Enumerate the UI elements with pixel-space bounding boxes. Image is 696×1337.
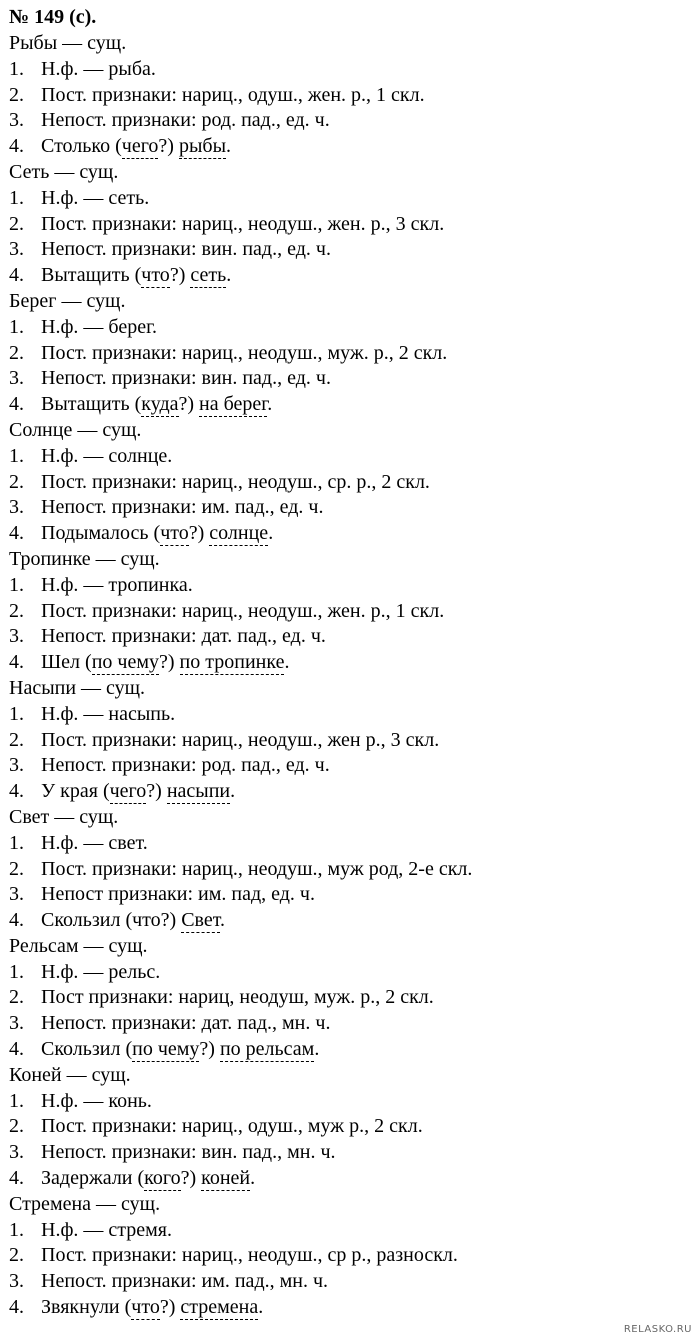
underlined-noun: на берег (199, 393, 268, 416)
item-text: Пост. признаки: нариц., неодуш., муж. р., 2 скл. (41, 341, 448, 364)
underlined-noun: солнце (209, 522, 269, 545)
item-text: Пост. признаки: нариц., неодуш., ср. р., 2 скл. (41, 470, 430, 493)
item-text: Пост. признаки: нариц., неодуш., муж род, 2-е скл. (41, 857, 473, 880)
example-text: . (267, 393, 273, 416)
example-text: . (230, 780, 236, 803)
item-number: 4. (9, 1296, 24, 1319)
entries-list (9, 31, 689, 1321)
item-number: 3. (9, 1270, 24, 1293)
example-text: ?) (159, 1296, 181, 1319)
item-number: 1. (9, 1089, 24, 1112)
item-text: Н.ф. — насыпь. (41, 702, 176, 725)
item-number: 3. (9, 496, 24, 519)
item-number: 1. (9, 444, 24, 467)
entry-header: Рельсам — сущ. (9, 934, 148, 957)
noun-entry (9, 934, 689, 1063)
item-number: 3. (9, 1141, 24, 1164)
constant-features-line (9, 857, 689, 883)
variable-features-line (9, 1269, 689, 1295)
constant-features-line (9, 212, 689, 238)
initial-form-line (9, 702, 689, 728)
item-text: Н.ф. — сеть. (41, 186, 150, 209)
item-text: Н.ф. — свет. (41, 831, 148, 854)
example-text: Столько ( (41, 135, 122, 158)
item-text: Непост. признаки: вин. пад., ед. ч. (41, 238, 331, 261)
example-line (9, 263, 689, 289)
item-number: 4. (9, 393, 24, 416)
entry-header: Тропинке — сущ. (9, 547, 160, 570)
item-text: Н.ф. — рельс. (41, 960, 161, 983)
item-text: Непост. признаки: им. пад., ед. ч. (41, 496, 324, 519)
site-watermark: RELASKO.RU (623, 1324, 692, 1335)
example-text: ?) (188, 522, 210, 545)
item-number: 3. (9, 883, 24, 906)
exercise-title: № 149 (с). (9, 6, 97, 28)
example-text: Скользил ( (41, 1038, 133, 1061)
initial-form-line (9, 57, 689, 83)
example-text: . (258, 1296, 264, 1319)
item-number: 2. (9, 728, 24, 751)
variable-features-line (9, 495, 689, 521)
noun-entry (9, 418, 689, 547)
item-text: Пост. признаки: нариц., неодуш., жен. р., 1 скл. (41, 599, 445, 622)
example-text: Задержали ( (41, 1167, 145, 1190)
entry-header: Стремена — сущ. (9, 1192, 161, 1215)
item-number: 1. (9, 57, 24, 80)
initial-form-line (9, 960, 689, 986)
item-number: 2. (9, 857, 24, 880)
variable-features-line (9, 366, 689, 392)
entry-header: Берег — сущ. (9, 289, 126, 312)
item-text: Пост. признаки: нариц., неодуш., жен. р., 3 скл. (41, 212, 445, 235)
example-text: . (226, 135, 232, 158)
question-word: чего (109, 780, 147, 803)
item-number: 1. (9, 1218, 24, 1241)
initial-form-line (9, 573, 689, 599)
item-number: 2. (9, 212, 24, 235)
item-number: 1. (9, 831, 24, 854)
item-text: Непост. признаки: дат. пад., мн. ч. (41, 1012, 331, 1035)
example-text: ?) (178, 393, 200, 416)
item-number: 3. (9, 109, 24, 132)
item-number: 2. (9, 341, 24, 364)
variable-features-line (9, 1011, 689, 1037)
underlined-noun: насыпи (166, 780, 231, 803)
item-number: 1. (9, 702, 24, 725)
constant-features-line (9, 1243, 689, 1269)
example-text: Скользил (что?) (41, 909, 182, 932)
example-text: . (250, 1167, 256, 1190)
example-text: У края ( (41, 780, 110, 803)
item-text: Н.ф. — конь. (41, 1089, 152, 1112)
item-number: 4. (9, 264, 24, 287)
item-text: Непост. признаки: род. пад., ед. ч. (41, 754, 330, 777)
noun-entry (9, 160, 689, 289)
initial-form-line (9, 1218, 689, 1244)
underlined-noun: стремена (180, 1296, 259, 1319)
item-number: 3. (9, 625, 24, 648)
example-line (9, 392, 689, 418)
noun-entry (9, 1192, 689, 1321)
variable-features-line (9, 237, 689, 263)
question-word: что (160, 522, 189, 545)
underlined-noun: по тропинке (179, 651, 285, 674)
noun-entry (9, 676, 689, 805)
example-text: . (219, 909, 225, 932)
initial-form-line (9, 444, 689, 470)
example-line (9, 134, 689, 160)
initial-form-line (9, 315, 689, 341)
example-line (9, 908, 689, 934)
question-word: по чему (91, 651, 159, 674)
example-line (9, 1166, 689, 1192)
constant-features-line (9, 1114, 689, 1140)
example-text: Вытащить ( (41, 264, 142, 287)
example-text: Вытащить ( (41, 393, 142, 416)
entry-header: Насыпи — сущ. (9, 676, 146, 699)
item-text: Пост. признаки: нариц., одуш., муж р., 2 скл. (41, 1115, 423, 1138)
question-word: что (131, 1296, 160, 1319)
noun-entry (9, 1063, 689, 1192)
item-text: Н.ф. — тропинка. (41, 573, 193, 596)
example-text: . (314, 1038, 320, 1061)
item-text: Пост. признаки: нариц., неодуш., ср р., разноскл. (41, 1244, 458, 1267)
question-word: что (141, 264, 170, 287)
item-number: 4. (9, 651, 24, 674)
item-text: Непост признаки: им. пад, ед. ч. (41, 883, 315, 906)
entry-header: Солнце — сущ. (9, 418, 142, 441)
item-number: 3. (9, 238, 24, 261)
example-line (9, 779, 689, 805)
underlined-noun: коней (201, 1167, 251, 1190)
example-line (9, 1295, 689, 1321)
variable-features-line (9, 624, 689, 650)
underlined-noun: по рельсам (219, 1038, 315, 1061)
item-text: Непост. признаки: вин. пад., мн. ч. (41, 1141, 336, 1164)
entry-header: Коней — сущ. (9, 1063, 131, 1086)
example-text: Звякнули ( (41, 1296, 132, 1319)
item-number: 1. (9, 315, 24, 338)
example-line (9, 650, 689, 676)
item-text: Пост. признаки: нариц., неодуш., жен р., 3 скл. (41, 728, 440, 751)
variable-features-line (9, 753, 689, 779)
item-text: Пост. признаки: нариц., одуш., жен. р., 1 скл. (41, 83, 425, 106)
example-text: ?) (146, 780, 167, 803)
item-number: 1. (9, 186, 24, 209)
question-word: по чему (132, 1038, 200, 1061)
item-text: Н.ф. — берег. (41, 315, 158, 338)
constant-features-line (9, 985, 689, 1011)
item-number: 4. (9, 909, 24, 932)
constant-features-line (9, 728, 689, 754)
item-text: Н.ф. — рыба. (41, 57, 156, 80)
example-text: . (284, 651, 290, 674)
question-word: куда (141, 393, 179, 416)
item-number: 4. (9, 780, 24, 803)
example-text: . (226, 264, 232, 287)
initial-form-line (9, 186, 689, 212)
item-number: 4. (9, 1038, 24, 1061)
example-line (9, 521, 689, 547)
variable-features-line (9, 882, 689, 908)
variable-features-line (9, 1140, 689, 1166)
item-text: Непост. признаки: вин. пад., ед. ч. (41, 367, 331, 390)
document (9, 4, 689, 1321)
example-text: ?) (180, 1167, 202, 1190)
example-line (9, 1037, 689, 1063)
item-number: 4. (9, 1167, 24, 1190)
entry-header: Сеть — сущ. (9, 160, 119, 183)
example-text: ?) (159, 651, 180, 674)
example-text: . (268, 522, 274, 545)
item-number: 4. (9, 522, 24, 545)
item-number: 1. (9, 960, 24, 983)
underlined-noun: Свет (181, 909, 220, 932)
example-text: ?) (199, 1038, 220, 1061)
item-text: Пост признаки: нариц, неодуш, муж. р., 2 скл. (41, 986, 434, 1009)
variable-features-line (9, 108, 689, 134)
item-number: 2. (9, 470, 24, 493)
item-text: Непост. признаки: им. пад., мн. ч. (41, 1270, 329, 1293)
underlined-noun: рыбы (178, 135, 227, 158)
example-text: ?) (158, 135, 179, 158)
item-number: 2. (9, 1115, 24, 1138)
item-number: 4. (9, 135, 24, 158)
underlined-noun: сеть (190, 264, 227, 287)
item-text: Непост. признаки: дат. пад., ед. ч. (41, 625, 326, 648)
question-word: кого (144, 1167, 181, 1190)
noun-entry (9, 289, 689, 418)
example-text: ?) (169, 264, 191, 287)
entry-header: Свет — сущ. (9, 805, 119, 828)
item-text: Н.ф. — солнце. (41, 444, 173, 467)
item-number: 1. (9, 573, 24, 596)
noun-entry (9, 547, 689, 676)
item-number: 2. (9, 986, 24, 1009)
item-number: 3. (9, 367, 24, 390)
example-text: Шел ( (41, 651, 92, 674)
item-number: 2. (9, 83, 24, 106)
item-number: 3. (9, 754, 24, 777)
entry-header: Рыбы — сущ. (9, 32, 127, 54)
noun-entry (9, 805, 689, 934)
initial-form-line (9, 1089, 689, 1115)
initial-form-line (9, 831, 689, 857)
item-number: 2. (9, 599, 24, 622)
constant-features-line (9, 83, 689, 109)
constant-features-line (9, 470, 689, 496)
item-text: Н.ф. — стремя. (41, 1218, 172, 1241)
item-text: Непост. признаки: род. пад., ед. ч. (41, 109, 330, 132)
example-text: Подымалось ( (41, 522, 161, 545)
question-word: чего (121, 135, 159, 158)
noun-entry (9, 31, 689, 160)
item-number: 3. (9, 1012, 24, 1035)
item-number: 2. (9, 1244, 24, 1267)
constant-features-line (9, 341, 689, 367)
constant-features-line (9, 599, 689, 625)
